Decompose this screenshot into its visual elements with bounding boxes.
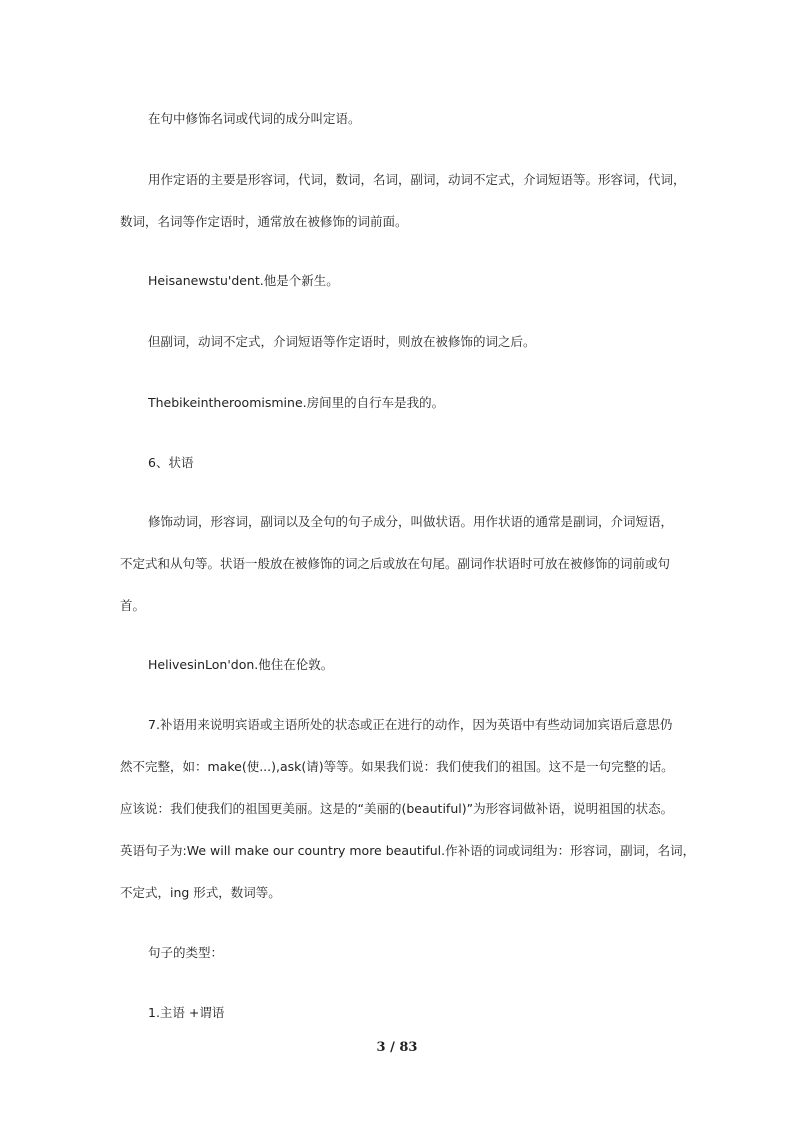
text-line: HelivesinLon'don.他住在伦敦。 bbox=[148, 657, 334, 672]
text-line: 英语句子为:We will make our country more beautiful.作补语的词或词组为：形容词，副词，名词， bbox=[120, 843, 696, 858]
text-line: 1.主语 +谓语 bbox=[148, 1005, 225, 1020]
text-line: 在句中修饰名词或代词的成分叫定语。 bbox=[148, 111, 361, 126]
text-line: Heisanewstu'dent.他是个新生。 bbox=[148, 273, 339, 288]
total-pages: 83 bbox=[399, 1040, 418, 1055]
section-heading: 6、状语 bbox=[148, 455, 194, 470]
text-line: Thebikeintheroomismine.房间里的自行车是我的。 bbox=[148, 395, 445, 410]
text-line: 数词，名词等作定语时，通常放在被修饰的词前面。 bbox=[120, 214, 408, 229]
text-line: 修饰动词，形容词，副词以及全句的句子成分，叫做状语。用作状语的通常是副词，介词短语， bbox=[148, 514, 674, 529]
page-number-footer bbox=[0, 1040, 794, 1055]
current-page: 3 bbox=[376, 1040, 386, 1055]
text-line: 但副词，动词不定式，介词短语等作定语时，则放在被修饰的词之后。 bbox=[148, 334, 536, 349]
text-line: 用作定语的主要是形容词，代词，数词，名词，副词，动词不定式，介词短语等。形容词，代词， bbox=[148, 172, 686, 187]
text-line: 不定式和从句等。状语一般放在被修饰的词之后或放在句尾。副词作状语时可放在被修饰的词前或句 bbox=[120, 556, 671, 571]
text-line: 7.补语用来说明宾语或主语所处的状态或正在进行的动作，因为英语中有些动词加宾语后意思仍 bbox=[148, 717, 673, 732]
section-heading: 句子的类型： bbox=[148, 945, 224, 960]
text-line: 首。 bbox=[120, 598, 146, 613]
page-separator: / bbox=[390, 1040, 395, 1055]
text-line: 不定式，ing 形式，数词等。 bbox=[120, 885, 281, 900]
text-line: 然不完整，如：make(使...),ask(请)等等。如果我们说：我们使我们的祖国。这不是一句完整的话。 bbox=[120, 759, 674, 774]
text-line: 应该说：我们使我们的祖国更美丽。这是的“美丽的(beautiful)”为形容词做补语，说明祖国的状态。 bbox=[120, 801, 674, 816]
